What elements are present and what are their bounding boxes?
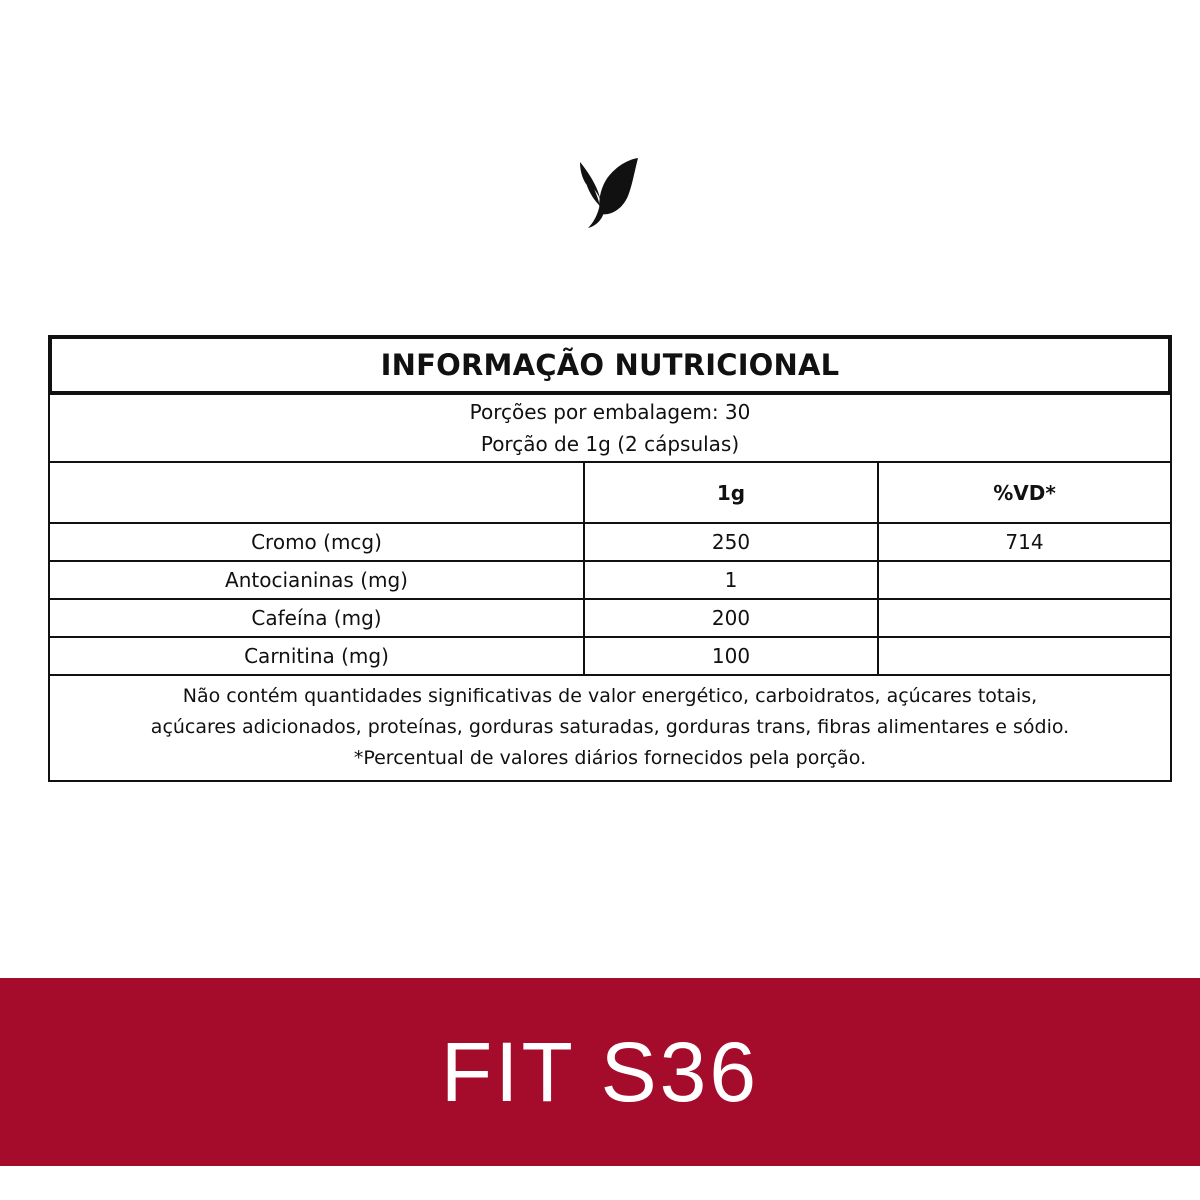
footnote-line: Não contém quantidades significativas de valor energético, carboidratos, açúcares totais, (182, 685, 1038, 707)
nutrient-name: Cafeína (mg) (50, 599, 584, 637)
nutrient-daily-value (878, 637, 1170, 675)
product-banner (0, 978, 1200, 1166)
nutrient-amount: 200 (584, 599, 878, 637)
nutrient-amount: 1 (584, 561, 878, 599)
serving-size: Porção de 1g (2 cápsulas) (480, 432, 740, 456)
label-footnote (50, 676, 1170, 780)
nutrient-daily-value (878, 599, 1170, 637)
nutrient-amount: 250 (584, 523, 878, 561)
label-title: INFORMAÇÃO NUTRICIONAL (48, 335, 1172, 395)
nutrient-daily-value: 714 (878, 523, 1170, 561)
nutrient-name: Carnitina (mg) (50, 637, 584, 675)
nutrient-daily-value (878, 561, 1170, 599)
nutrient-name: Antocianinas (mg) (50, 561, 584, 599)
table-row (50, 523, 1170, 561)
nutrient-table (50, 463, 1170, 676)
column-header-daily-value: %VD* (878, 463, 1170, 523)
footnote-line: açúcares adicionados, proteínas, gorduras saturadas, gorduras trans, fibras alimentares e sódio. (150, 716, 1070, 738)
table-header-row (50, 463, 1170, 523)
brand-logo (576, 156, 642, 230)
nutrient-name: Cromo (mcg) (50, 523, 584, 561)
portion-info (50, 395, 1170, 463)
nutrient-amount: 100 (584, 637, 878, 675)
table-row (50, 637, 1170, 675)
product-name: FIT S36 (440, 1024, 760, 1119)
column-header-nutrient (50, 463, 584, 523)
table-row (50, 599, 1170, 637)
column-header-amount: 1g (584, 463, 878, 523)
servings-per-package: Porções por embalagem: 30 (469, 400, 751, 424)
footnote-line: *Percentual de valores diários fornecidos pela porção. (353, 747, 867, 769)
nutrition-facts-label (48, 335, 1172, 782)
table-row (50, 561, 1170, 599)
bird-leaf-icon (576, 156, 642, 230)
